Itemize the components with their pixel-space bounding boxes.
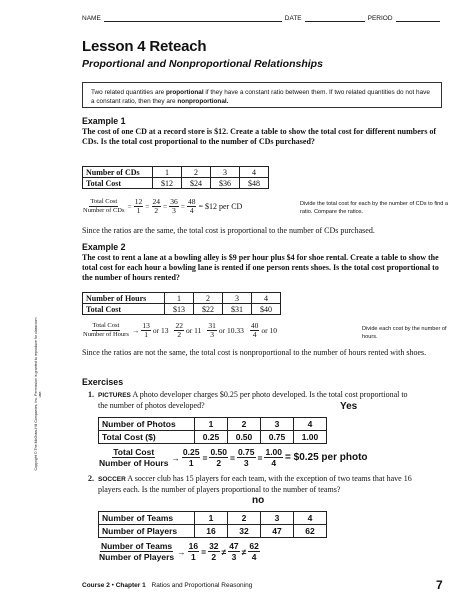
table-header-cell: Number of Players <box>99 525 195 538</box>
example1-note: Divide the total cost for each by the number of CDs to find a ratio. Compare the ratios. <box>300 201 448 215</box>
table-row <box>99 418 327 431</box>
table-cell: 4 <box>252 293 281 304</box>
table-cell: 2 <box>182 167 211 178</box>
example2-conclusion: Since the ratios are not the same, the total cost is nonproportional to the number of hours rented with shoes. <box>82 348 427 357</box>
term-proportional: proportional <box>165 89 204 96</box>
table-cell: $31 <box>223 304 252 315</box>
table-cell: 3 <box>211 167 240 178</box>
table-cell: 3 <box>261 418 294 431</box>
fraction-decimal: or 11 <box>185 326 202 335</box>
table-cell: $13 <box>165 304 194 315</box>
exercise-1 <box>88 390 418 411</box>
example1-heading: Example 1 <box>82 116 126 126</box>
date-field-line[interactable] <box>305 14 365 22</box>
table-row <box>83 293 281 304</box>
not-equal-sign: ≠ <box>241 546 247 557</box>
fraction: $\frac{22}{2}$ <box>175 321 183 339</box>
page-number: 7 <box>436 578 443 592</box>
ratio-label: $\frac{\text{Total Cost}}{\text{Number of CDs}}$ <box>83 198 125 214</box>
table-cell: $36 <box>211 178 240 189</box>
table-cell[interactable]: 0.50 <box>228 431 261 444</box>
fraction: $\frac{31}{3}$ <box>208 321 216 339</box>
copyright-notice: Copyright © The McGraw-Hill Companies, Inc. Permission is granted to reproduce for classroom use. <box>34 317 42 471</box>
table-header-cell: Number of CDs <box>83 167 153 178</box>
ratio-result: = $12 per CD <box>198 202 243 211</box>
exercise-2-ratio-equation: $\frac{\text{Number of Teams}}{\text{Number of Players}}$ → $\frac{16}{1}$ = $\frac{32}{2}$ ≠ $\frac{47}{3}$ ≠ $\frac{62}{4}$ <box>99 541 259 562</box>
fraction: $\frac{40}{4}$ <box>250 321 259 339</box>
ratio-label: $\frac{\text{Number of Teams}}{\text{Number of Players}}$ <box>99 541 175 562</box>
date-label: DATE <box>284 15 302 22</box>
fraction: $\frac{62}{4}$ <box>249 541 259 562</box>
exercises-heading: Exercises <box>82 377 124 387</box>
equals-sign: = <box>201 546 207 557</box>
example2-note: Divide each cost by the number of hours. <box>362 326 447 340</box>
table-cell: $24 <box>182 178 211 189</box>
table-row <box>83 178 269 189</box>
ratio-result: = $0.25 per photo <box>285 452 368 463</box>
table-row <box>83 167 269 178</box>
example2-heading: Example 2 <box>82 242 126 252</box>
table-cell[interactable]: 0.75 <box>261 431 294 444</box>
fraction-decimal: or 13 <box>152 326 169 335</box>
period-field-line[interactable] <box>396 14 440 22</box>
table-cell: 1 <box>153 167 182 178</box>
fraction: $\frac{32}{2}$ <box>209 541 219 562</box>
table-header-cell: Number of Teams <box>99 512 195 525</box>
ratio-label: $\frac{\text{Total Cost}}{\text{Number of Hours}}$ <box>99 447 169 468</box>
example2-ratio-equation: $\frac{\text{Total Cost}}{\text{Number of Hours}}$ → $\frac{13}{1}$ or 13 $\frac{22}{2}$ or 11 $\frac{31}{3}$ or 10.33 $\frac{40}{4}$ or 10 <box>83 321 277 339</box>
table-row <box>99 525 327 538</box>
fraction: $\frac{16}{1}$ <box>188 541 199 562</box>
table-row <box>83 304 281 315</box>
table-cell: $12 <box>153 178 182 189</box>
student-header <box>82 14 454 22</box>
example2-problem: The cost to rent a lane at a bowling alley is $9 per hour plus $4 for shoe rental. Create a table to show the total cost for each hour a bowling lane is rented if one person rents shoes. Is the total cost proportional to the number of hours rented? <box>82 253 439 282</box>
table-cell: $40 <box>252 304 281 315</box>
exercise-2-table <box>98 511 327 538</box>
table-cell: 4 <box>294 512 327 525</box>
table-row <box>99 512 327 525</box>
example1-problem: The cost of one CD at a record store is $12. Create a table to show the total cost for different numbers of CDs. Is the total cost proportional to the number of CDs purchased? <box>82 127 437 146</box>
table-cell: $48 <box>240 178 269 189</box>
exercise-number: 1. <box>88 390 94 399</box>
example1-table <box>82 166 269 189</box>
table-cell: 3 <box>223 293 252 304</box>
table-cell[interactable]: 47 <box>261 525 294 538</box>
exercise-1-table <box>98 417 327 444</box>
table-header-cell: Total Cost ($) <box>99 431 195 444</box>
table-cell: $22 <box>194 304 223 315</box>
table-cell[interactable]: 62 <box>294 525 327 538</box>
fraction: $\frac{0.25}{1}$ <box>182 447 200 468</box>
fraction: $\frac{24}{2}$ <box>152 197 160 215</box>
name-field-line[interactable] <box>104 14 282 22</box>
example1-ratio-equation: $\frac{\text{Total Cost}}{\text{Number of CDs}}$ = $\frac{12}{1}$ = $\frac{24}{2}$ = $\frac{36}{3}$ = $\frac{48}{4}$ = $12 per CD <box>83 197 243 215</box>
fraction: $\frac{36}{3}$ <box>170 197 178 215</box>
exercise-number: 2. <box>88 474 94 483</box>
footer-chapter: Chapter 1 <box>115 582 146 589</box>
exercise-1-text: PICTURES A photo developer charges $0.25 per photo developed. Is the total cost proportional to the number of photos developed? <box>98 390 408 410</box>
table-cell[interactable]: 0.25 <box>195 431 228 444</box>
not-equal-sign: ≠ <box>221 546 227 557</box>
example2-table <box>82 292 281 315</box>
exercise-1-ratio-equation: $\frac{\text{Total Cost}}{\text{Number of Hours}}$ → $\frac{0.25}{1}$ = $\frac{0.50}{2}$ = $\frac{0.75}{3}$ = $\frac{1.00}{4}$ = $0.25 per photo <box>99 447 368 468</box>
table-cell[interactable]: 32 <box>228 525 261 538</box>
table-cell: 1 <box>195 512 228 525</box>
footer-bullet: • <box>111 582 116 589</box>
footer-topic: Ratios and Proportional Reasoning <box>151 582 253 589</box>
table-cell: 4 <box>240 167 269 178</box>
fraction: $\frac{12}{1}$ <box>134 197 143 215</box>
exercise-2-answer[interactable]: no <box>252 495 265 506</box>
page-subtitle: Proportional and Nonproportional Relationships <box>82 58 323 70</box>
fraction: $\frac{13}{1}$ <box>142 321 150 339</box>
definition-text-1: Two related quantities are <box>91 89 166 96</box>
exercise-2 <box>88 474 418 495</box>
fraction: $\frac{1.00}{4}$ <box>265 447 283 468</box>
table-cell: 1 <box>195 418 228 431</box>
table-cell[interactable]: 16 <box>195 525 228 538</box>
fraction: $\frac{0.75}{3}$ <box>237 447 255 468</box>
table-row <box>99 431 327 444</box>
example1-conclusion: Since the ratios are the same, the total cost is proportional to the number of CDs purchased. <box>82 226 375 235</box>
page-footer <box>82 582 252 589</box>
name-label: NAME <box>82 15 101 22</box>
fraction-decimal: or 10 <box>261 326 277 335</box>
ratio-label: $\frac{\text{Total Cost}}{\text{Number of Hours}}$ <box>83 322 129 338</box>
fraction-decimal: or 10.33 <box>218 326 244 335</box>
table-cell: 4 <box>294 418 327 431</box>
fraction: $\frac{47}{3}$ <box>229 541 239 562</box>
page-title: Lesson 4 Reteach <box>82 38 207 55</box>
exercise-1-answer[interactable]: Yes <box>340 401 358 412</box>
table-cell: 2 <box>228 418 261 431</box>
exercise-2-text: SOCCER A soccer club has 15 players for each team, with the exception of two teams that have 16 players each. Is the number of players proportional to the number of teams? <box>98 474 412 494</box>
period-label: PERIOD <box>367 15 393 22</box>
table-header-cell: Total Cost <box>83 304 165 315</box>
table-header-cell: Number of Photos <box>99 418 195 431</box>
footer-course: Course 2 <box>82 582 110 589</box>
table-cell: 3 <box>261 512 294 525</box>
definition-text-2: if they have a constant ratio between them. If two related quantities do not have a constant ratio, then they are <box>91 89 430 105</box>
term-nonproportional: nonproportional. <box>177 98 229 105</box>
table-cell: 1 <box>165 293 194 304</box>
fraction: $\frac{0.50}{2}$ <box>210 447 227 468</box>
table-header-cell: Number of Hours <box>83 293 165 304</box>
table-cell[interactable]: 1.00 <box>294 431 327 444</box>
definition-box <box>82 82 442 108</box>
table-cell: 2 <box>228 512 261 525</box>
table-cell: 2 <box>194 293 223 304</box>
fraction: $\frac{48}{4}$ <box>187 197 196 215</box>
table-header-cell: Total Cost <box>83 178 153 189</box>
